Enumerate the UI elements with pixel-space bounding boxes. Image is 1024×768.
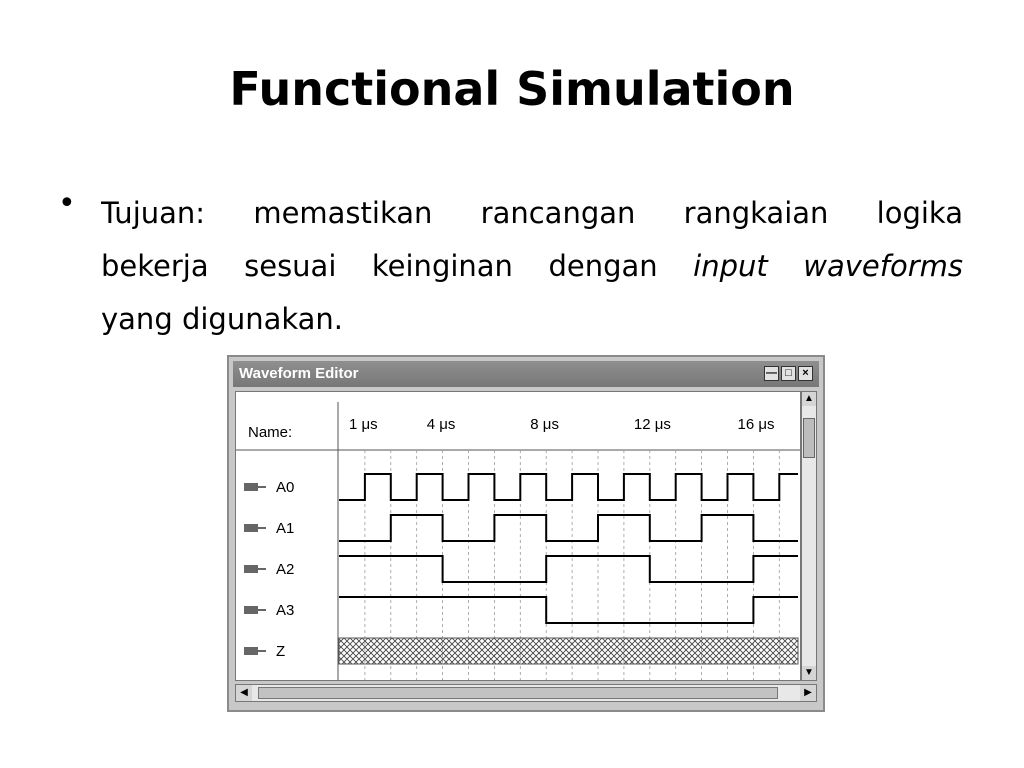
output-pin-icon [244,647,258,655]
waveform-display[interactable] [236,392,800,680]
signal-name: A2 [276,561,295,578]
waveform-trace [339,515,798,541]
undefined-output-band [339,638,798,664]
input-pin-icon [244,565,258,573]
waveform-trace [339,597,798,623]
waveform-pane [235,391,801,681]
maximize-button[interactable] [781,366,796,381]
name-column-header: Name: [248,424,293,441]
scroll-down-arrow-icon[interactable]: ▼ [802,666,816,680]
signal-name: A1 [276,520,295,537]
input-pin-icon [244,524,258,532]
scroll-left-arrow-icon[interactable]: ◀ [236,685,252,701]
signal-name: A3 [276,602,295,619]
input-pin-icon [244,483,258,491]
horizontal-scroll-thumb[interactable] [258,687,778,699]
close-icon: × [802,367,809,379]
minimize-icon: — [766,367,777,379]
window-controls [764,366,813,381]
input-pin-icon [244,606,258,614]
scroll-right-arrow-icon[interactable]: ▶ [800,685,816,701]
waveform-trace [339,474,798,500]
waveform-editor-window [227,355,825,712]
window-title: Waveform Editor [239,365,359,382]
window-titlebar[interactable] [233,361,819,387]
vertical-scrollbar[interactable] [801,391,817,681]
horizontal-scrollbar[interactable] [235,684,817,702]
bullet-marker: • [58,186,76,221]
bullet-text [101,187,963,346]
bullet-line-2-emphasis: input waveforms [693,249,963,283]
time-label: 12 μs [633,416,671,433]
time-label: 1 μs [349,416,378,433]
signal-name: A0 [276,479,295,496]
maximize-icon: □ [785,367,792,379]
close-button[interactable] [798,366,813,381]
bullet-line-2-text: bekerja sesuai keinginan dengan [101,249,694,283]
time-label: 4 μs [426,416,456,433]
bullet-line-1: Tujuan: memastikan rancangan rangkaian logika [101,196,963,230]
scroll-up-arrow-icon[interactable]: ▲ [802,392,816,406]
time-label: 8 μs [530,416,559,433]
minimize-button[interactable] [764,366,779,381]
slide-title: Functional Simulation [229,62,795,116]
waveform-trace [339,556,798,582]
vertical-scroll-thumb[interactable] [803,418,815,458]
bullet-line-3: yang digunakan. [101,302,343,336]
bullet-line-2 [101,240,963,293]
time-label: 16 μs [737,416,775,433]
signal-name: Z [276,643,286,660]
